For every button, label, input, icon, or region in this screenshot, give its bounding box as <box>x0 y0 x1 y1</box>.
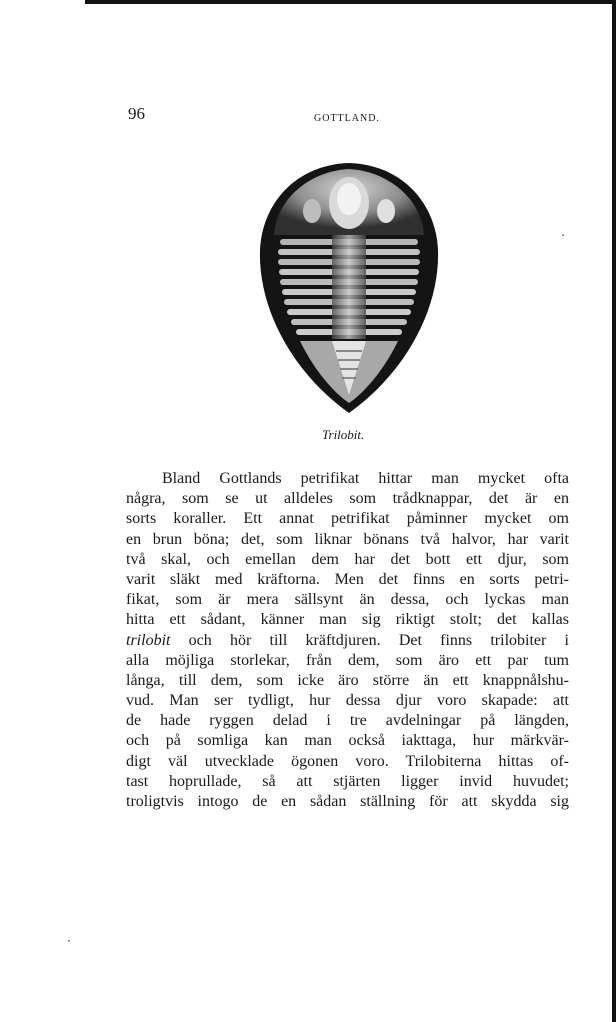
text-line: fikat, som är mera sällsynt än dessa, och lyckas man <box>126 591 569 609</box>
print-speck <box>562 234 564 236</box>
trilobite-illustration <box>254 155 444 420</box>
top-border <box>85 0 616 4</box>
text-line: vud. Man ser tydligt, hur dessa djur voro skapade: att <box>126 692 569 710</box>
print-speck <box>68 940 70 942</box>
text-line: tast hoprullade, så att stjärten ligger invid huvudet; <box>126 772 569 790</box>
body-paragraph <box>126 469 569 812</box>
text-line: troligtvis intogo de en sådan ställning för att skydda sig <box>126 793 569 810</box>
text-line: två skal, och emellan dem har det bott ett djur, som <box>126 550 569 568</box>
text-line: långa, till dem, som icke äro större än ett knappnålshu- <box>126 671 569 689</box>
text-line: hitta ett sådant, känner man sig riktigt stolt; det kallas <box>126 611 569 629</box>
right-border <box>612 0 616 1022</box>
running-head: GOTTLAND. <box>314 113 380 124</box>
figure-caption: Trilobit. <box>322 427 365 442</box>
text-line: digt väl utvecklade ögonen voro. Trilobiterna hittas of- <box>126 752 569 770</box>
text-line: alla möjliga storlekar, från dem, som äro ett par tum <box>126 651 569 669</box>
page-number: 96 <box>128 104 145 123</box>
italic-term: trilobit <box>126 631 171 649</box>
text-line: en brun böna; det, som liknar bönans två halvor, har varit <box>126 530 569 548</box>
text-line: de hade ryggen delad i tre avdelningar på längden, <box>126 712 569 730</box>
text-line-with-italic <box>126 631 569 651</box>
text-line: och på somliga kan man också iakttaga, hur märkvär- <box>126 732 569 750</box>
text-line: varit släkt med kräftorna. Men det finns en sorts petri- <box>126 570 569 588</box>
text-line: några, som se ut alldeles som trådknappar, det är en <box>126 490 569 508</box>
text-line: sorts koraller. Ett annat petrifikat påminner mycket om <box>126 510 569 528</box>
text-line-rest: och hör till kräftdjuren. Det finns trilobiter i <box>188 631 569 649</box>
text-line: Bland Gottlands petrifikat hittar man mycket ofta <box>162 470 569 487</box>
